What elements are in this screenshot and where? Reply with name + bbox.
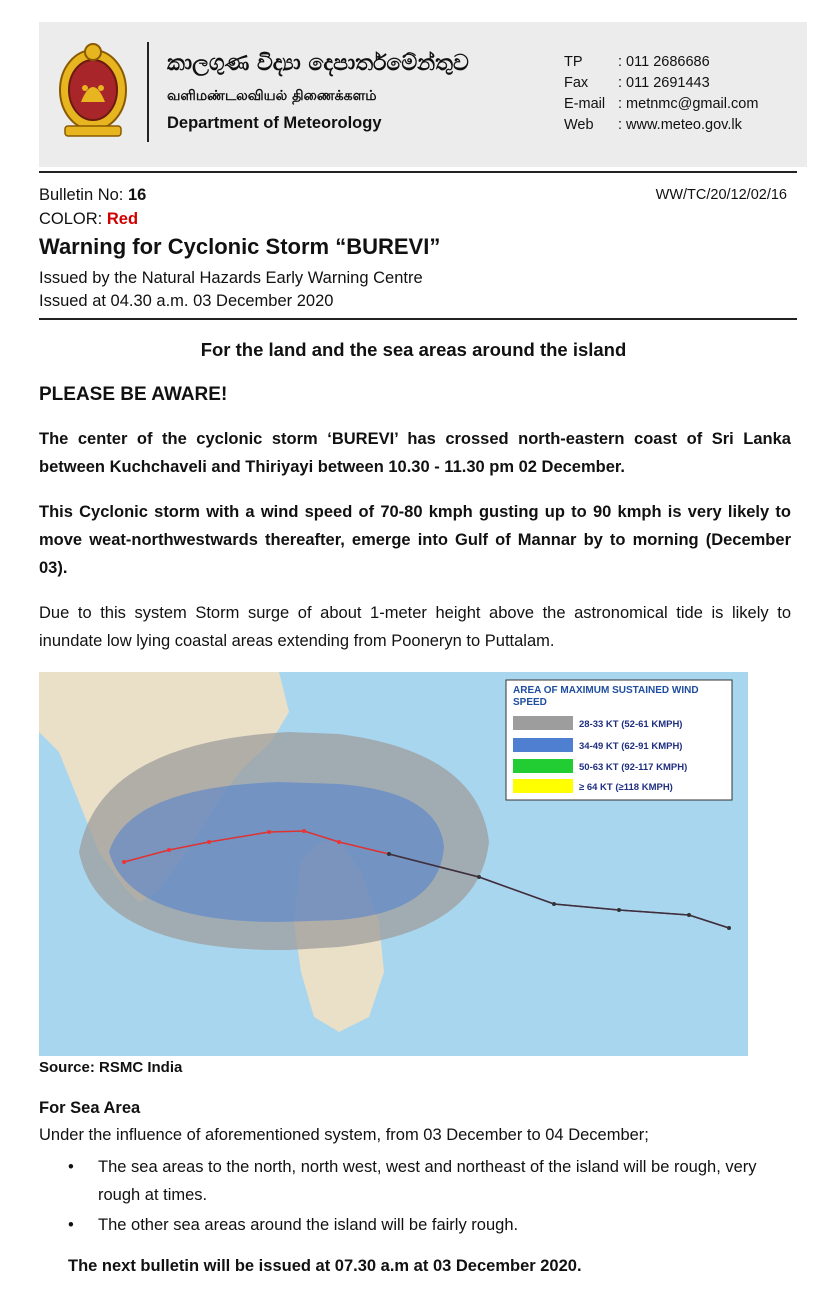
divider	[39, 171, 797, 173]
legend-swatch-green	[513, 759, 573, 773]
issued-at: Issued at 04.30 a.m. 03 December 2020	[39, 292, 334, 310]
department-name-english: Department of Meteorology	[167, 114, 382, 132]
contact-row: Fax : 011 2691443	[564, 75, 710, 91]
sri-lanka-emblem-icon	[57, 42, 129, 140]
letterhead	[39, 22, 807, 167]
sea-area-heading: For Sea Area	[39, 1099, 141, 1117]
legend-label: 50-63 KT (92-117 KMPH)	[579, 762, 688, 773]
contact-row: TP : 011 2686686	[564, 54, 710, 70]
wind-speed-legend	[506, 680, 732, 800]
legend-label: 28-33 KT (52-61 KMPH)	[579, 719, 683, 730]
list-item: • The other sea areas around the island will be fairly rough.	[68, 1211, 798, 1239]
bulletin-title: Warning for Cyclonic Storm “BUREVI”	[39, 234, 441, 259]
department-name-tamil: வளிமண்டலவியல் திணைக்களம்	[167, 88, 377, 104]
paragraph-crossing: The center of the cyclonic storm ‘BUREVI’ has crossed north-eastern coast of Sri Lanka between Kuchchaveli and Thiriyayi between 10.30 - 11.30 pm 02 December.	[39, 430, 791, 476]
paragraph-movement: This Cyclonic storm with a wind speed of 70-80 kmph gusting up to 90 kmph is very likely to move weat-northwestwards thereafter, emerge into Gulf of Mannar by to morning (December 03).	[39, 503, 791, 577]
bulletin-color: COLOR: Red	[39, 210, 139, 228]
list-item: • The sea areas to the north, north west, west and northeast of the island will be rough, very rough at times.	[68, 1153, 798, 1209]
legend-swatch-yellow	[513, 779, 573, 793]
contact-block	[564, 52, 758, 136]
bulletin-reference: WW/TC/20/12/02/16	[655, 187, 787, 203]
legend-title: SPEED	[513, 697, 547, 708]
paragraph-storm-surge: Due to this system Storm surge of about 1-meter height above the astronomical tide is likely to inundate low lying coastal areas extending from Pooneryn to Puttalam.	[39, 604, 791, 650]
legend-title: AREA OF MAXIMUM SUSTAINED WIND	[513, 685, 699, 696]
map-source: Source: RSMC India	[39, 1059, 183, 1076]
legend-swatch-grey	[513, 716, 573, 730]
issued-by: Issued by the Natural Hazards Early Warning Centre	[39, 269, 423, 287]
section-subheading: For the land and the sea areas around the island	[200, 339, 627, 360]
legend-label: ≥ 64 KT (≥118 KMPH)	[579, 782, 673, 793]
contact-row: E-mail : metnmc@gmail.com	[564, 96, 759, 112]
bullet-icon: •	[68, 1158, 74, 1176]
divider	[39, 318, 797, 320]
header-divider	[147, 42, 149, 142]
bullet-icon: •	[68, 1216, 74, 1234]
cyclone-track-map	[39, 672, 748, 1056]
legend-swatch-blue	[513, 738, 573, 752]
department-name-sinhala: කාලගුණ විද්‍යා දෙපාර්තමේන්තුව	[167, 50, 469, 76]
alert-heading: PLEASE BE AWARE!	[39, 384, 228, 405]
next-bulletin-notice: The next bulletin will be issued at 07.30 a.m at 03 December 2020.	[68, 1257, 582, 1275]
sea-area-intro: Under the influence of aforementioned system, from 03 December to 04 December;	[39, 1126, 649, 1144]
contact-row: Web : www.meteo.gov.lk	[564, 117, 742, 133]
legend-label: 34-49 KT (62-91 KMPH)	[579, 741, 683, 752]
bulletin-number: Bulletin No: 16	[39, 186, 147, 204]
